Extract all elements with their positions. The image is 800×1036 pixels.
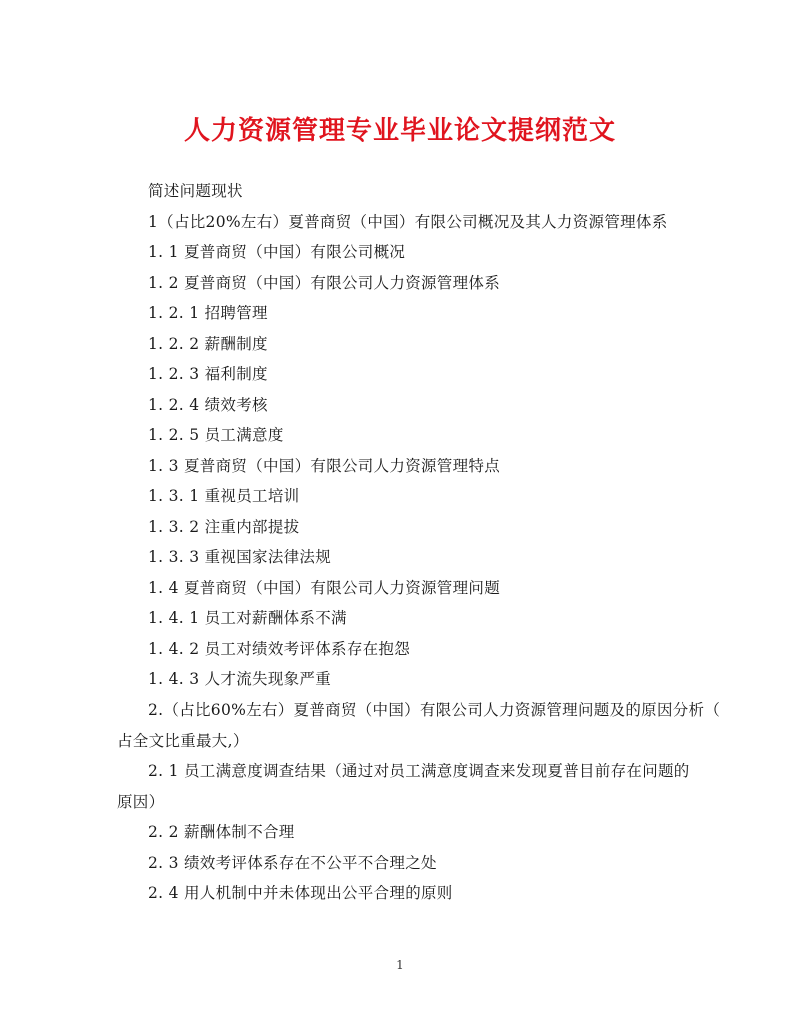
outline-line: 2. 2 薪酬体制不合理 (148, 823, 295, 841)
outline-line: 1. 2. 1 招聘管理 (148, 304, 268, 322)
outline-line: 2. 4 用人机制中并未体现出公平合理的原则 (148, 884, 453, 902)
page-number: 1 (396, 958, 404, 972)
outline-line: 1（占比20%左右）夏普商贸（中国）有限公司概况及其人力资源管理体系 (148, 213, 668, 231)
outline-line: 2.（占比60%左右）夏普商贸（中国）有限公司人力资源管理问题及的原因分析（ (148, 701, 721, 719)
outline-line: 1. 4. 1 员工对薪酬体系不满 (148, 609, 347, 627)
outline-line: 1. 3. 1 重视员工培训 (148, 487, 300, 505)
outline-line: 1. 2 夏普商贸（中国）有限公司人力资源管理体系 (148, 274, 501, 292)
outline-line: 2. 1 员工满意度调查结果（通过对员工满意度调查来发现夏普目前存在问题的 (148, 762, 690, 780)
document-title: 人力资源管理专业毕业论文提纲范文 (183, 116, 616, 146)
outline-line: 1. 1 夏普商贸（中国）有限公司概况 (148, 243, 406, 261)
outline-line: 1. 3 夏普商贸（中国）有限公司人力资源管理特点 (148, 457, 501, 475)
outline-line: 1. 3. 3 重视国家法律法规 (148, 548, 332, 566)
outline-line: 1. 3. 2 注重内部提拔 (148, 518, 300, 536)
outline-line: 2. 3 绩效考评体系存在不公平不合理之处 (148, 854, 437, 872)
outline-line: 1. 4 夏普商贸（中国）有限公司人力资源管理问题 (148, 579, 501, 597)
outline-line-continued: 占全文比重最大,） (117, 732, 249, 750)
outline-line: 1. 4. 3 人才流失现象严重 (148, 670, 332, 688)
outline-line: 简述问题现状 (148, 182, 243, 200)
outline-line-continued: 原因） (117, 793, 165, 811)
outline-line: 1. 2. 5 员工满意度 (148, 426, 284, 444)
outline-line: 1. 2. 2 薪酬制度 (148, 335, 268, 353)
outline-line: 1. 4. 2 员工对绩效考评体系存在抱怨 (148, 640, 411, 658)
outline-line: 1. 2. 3 福利制度 (148, 365, 268, 383)
outline-line: 1. 2. 4 绩效考核 (148, 396, 268, 414)
